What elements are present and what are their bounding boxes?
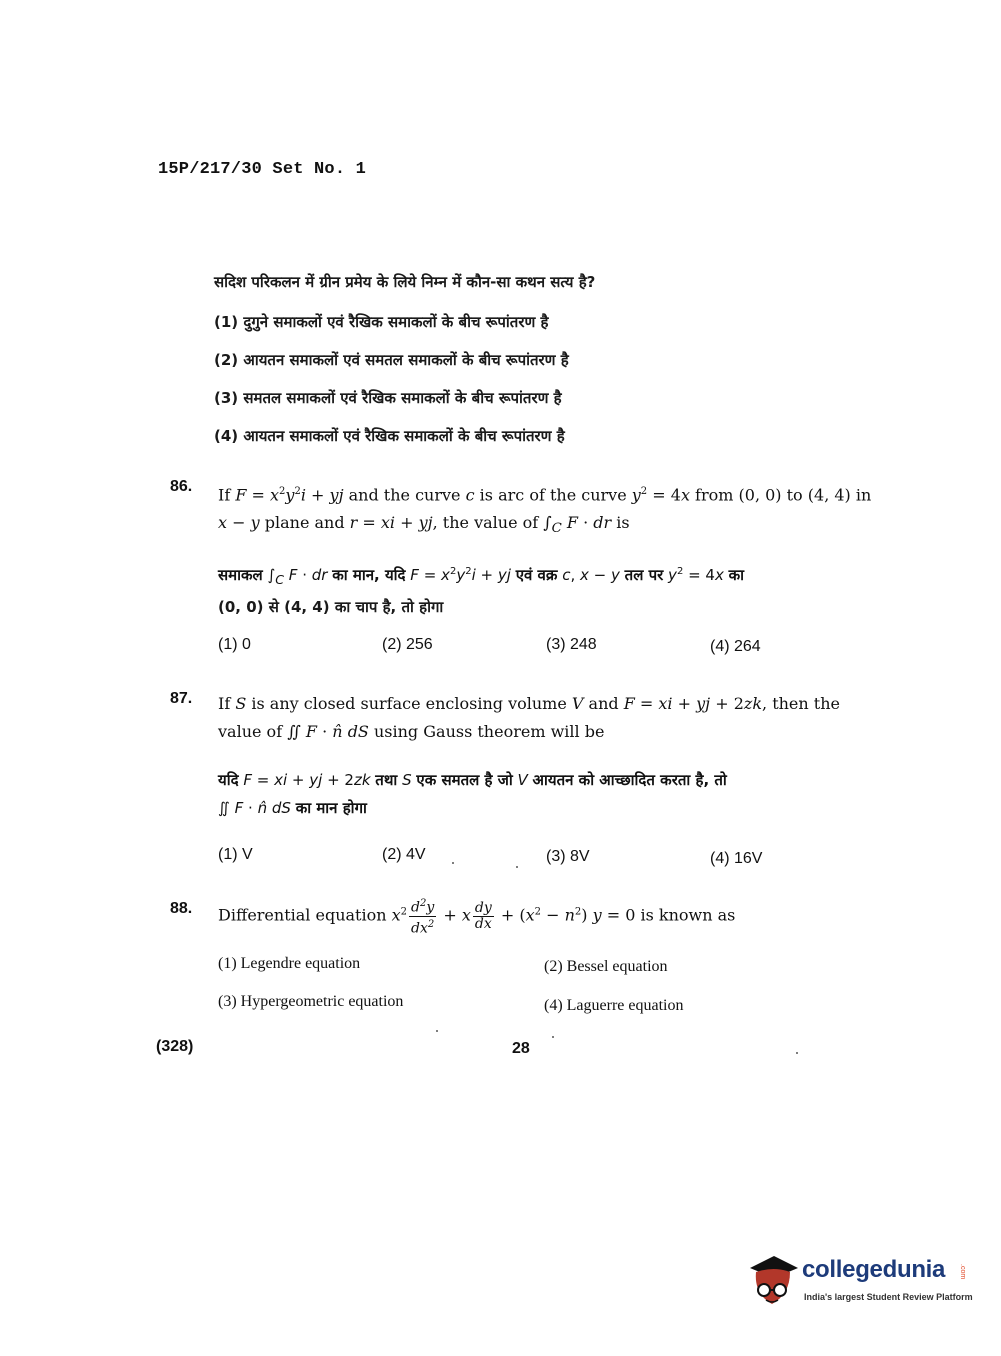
- collegedunia-logo: [744, 1250, 974, 1310]
- logo-wordmark: collegedunia: [802, 1256, 946, 1283]
- q88-option-3: (3) Hypergeometric equation: [218, 993, 404, 1010]
- logo-domain-suffix: .com: [959, 1264, 966, 1280]
- q87-option-3: (3) 8V: [546, 848, 590, 865]
- q87-option-2: (2) 4V: [382, 846, 426, 863]
- q86-option-4: (4) 264: [710, 638, 761, 655]
- question-86-hindi-line-1: समाकल $\int_C$ F · dr का मान, यदि $F = x^2y^2i$ + yj एवं वक्र c, x − y तल पर $y^2 = 4x$ का: [218, 566, 745, 587]
- question-number: 88.: [170, 900, 193, 917]
- q86-option-2: (2) 256: [382, 636, 433, 653]
- q87-option-1: (1) V: [218, 846, 253, 863]
- question-number: 86.: [170, 478, 193, 495]
- question-number: 87.: [170, 690, 193, 707]
- scan-speck: [452, 862, 454, 864]
- q85-hindi-option-4: (4) आयतन समाकलों एवं रैखिक समाकलों के बीच रूपांतरण है: [214, 427, 565, 445]
- q88-option-4: (4) Laguerre equation: [544, 997, 684, 1014]
- q85-hindi-option-3: (3) समतल समाकलों एवं रैखिक समाकलों के बीच रूपांतरण है: [214, 389, 562, 407]
- q85-hindi-option-2: (2) आयतन समाकलों एवं समतल समाकलों के बीच रूपांतरण है: [214, 351, 569, 369]
- logo-tagline: India's largest Student Review Platform: [804, 1292, 973, 1302]
- scan-speck: [552, 1036, 554, 1038]
- paper-code: 15P/217/30 Set No. 1: [158, 160, 367, 179]
- q86-option-1: (1) 0: [218, 636, 251, 653]
- question-87-hindi-text: यदि F = xi + yj + 2zk तथा S एक समतल है जो V आयतन को आच्छादित करता है, तो ∬ F · n̂ dS का मान होगा: [218, 771, 727, 817]
- scan-speck: [796, 1052, 798, 1054]
- page-number: 28: [512, 1040, 530, 1057]
- question-88-english: Differential equation $x^2$ $\frac{d^2y}{dx^2}$ + x $\frac{dy}{dx}$ + $(x^2 - n^2) y = 0$ is known as: [218, 898, 736, 937]
- q85-hindi-stem: सदिश परिकलन में ग्रीन प्रमेय के लिये निम्न में कौन-सा कथन सत्य है?: [214, 273, 596, 291]
- q85-hindi-option-1: (1) दुगुने समाकलों एवं रैखिक समाकलों के बीच रूपांतरण है: [214, 313, 549, 331]
- q88-option-1: (1) Legendre equation: [218, 955, 361, 972]
- q86-option-3: (3) 248: [546, 636, 597, 653]
- q88-option-2: (2) Bessel equation: [544, 958, 668, 975]
- scan-speck: [516, 866, 518, 868]
- question-86-hindi-line-2: (0, 0) से (4, 4) का चाप है, तो होगा: [218, 598, 444, 616]
- question-86-english: If $F = x^2y^2i$ + yj and the curve c is arc of the curve $y^2 = 4x$ from (0, 0) to (4, 4) in x − y plane and r = xi + yj, the value of $\int_C$ F · dr is: [218, 485, 872, 537]
- q87-option-4: (4) 16V: [710, 850, 763, 867]
- scan-speck: [436, 1030, 438, 1032]
- booklet-code: (328): [156, 1038, 194, 1055]
- mascot-icon: [744, 1250, 800, 1310]
- question-87-english: If S is any closed surface enclosing volume V and F = xi + yj + 2zk, then the value of ∬ F · n̂ dS using Gauss theorem will be: [218, 694, 840, 741]
